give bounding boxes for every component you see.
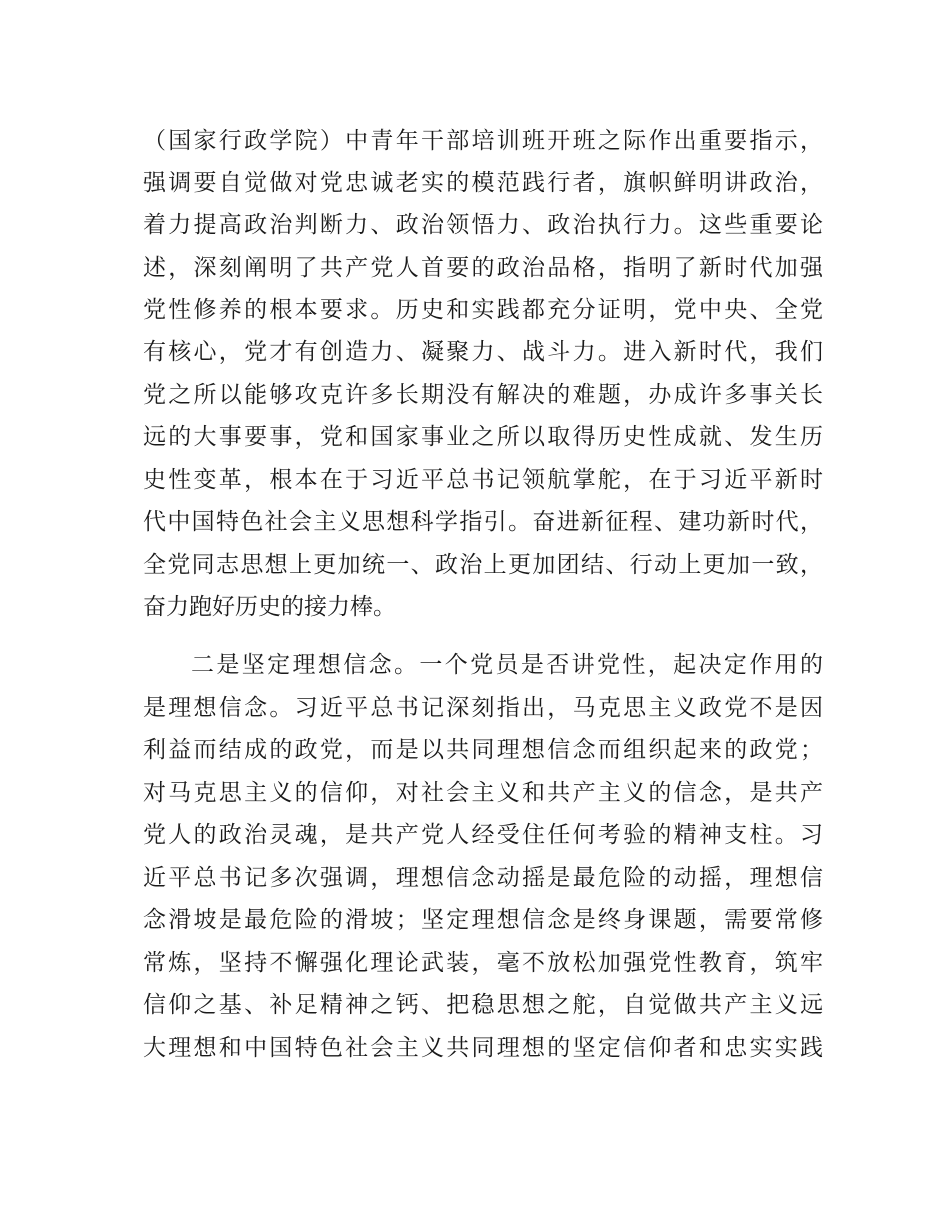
text-line: 党性修养的根本要求。历史和实践都充分证明，党中央、全党 xyxy=(143,297,823,323)
text-line: 党人的政治灵魂，是共产党人经受住任何考验的精神支柱。习 xyxy=(143,822,823,848)
text-line: 史性变革，根本在于习近平总书记领航掌舵，在于习近平新时 xyxy=(143,467,823,493)
text-line: 常炼，坚持不懈强化理论武装，毫不放松加强党性教育，筑牢 xyxy=(143,950,823,976)
text-line: 全党同志思想上更加统一、政治上更加团结、行动上更加一致， xyxy=(143,552,823,578)
text-line: （国家行政学院）中青年干部培训班开班之际作出重要指示， xyxy=(143,128,823,154)
text-line: 信仰之基、补足精神之钙、把稳思想之舵，自觉做共产主义远 xyxy=(143,992,823,1018)
text-line: 念滑坡是最危险的滑坡；坚定理想信念是终身课题，需要常修 xyxy=(143,907,823,933)
text-line: 远的大事要事，党和国家事业之所以取得历史性成就、发生历 xyxy=(143,424,823,450)
paragraph-first-line: 二是坚定理想信念。一个党员是否讲党性，起决定作用的 xyxy=(191,652,823,678)
text-line: 奋力跑好历史的接力棒。 xyxy=(143,594,396,620)
text-line: 对马克思主义的信仰，对社会主义和共产主义的信念，是共产 xyxy=(143,780,823,806)
text-line: 近平总书记多次强调，理想信念动摇是最危险的动摇，理想信 xyxy=(143,865,823,891)
text-line: 述，深刻阐明了共产党人首要的政治品格，指明了新时代加强 xyxy=(143,255,823,281)
text-line: 强调要自觉做对党忠诚老实的模范践行者，旗帜鲜明讲政治， xyxy=(143,170,823,196)
text-line: 着力提高政治判断力、政治领悟力、政治执行力。这些重要论 xyxy=(143,212,823,238)
text-line: 大理想和中国特色社会主义共同理想的坚定信仰者和忠实实践 xyxy=(143,1035,823,1061)
text-line: 是理想信念。习近平总书记深刻指出，马克思主义政党不是因 xyxy=(143,695,823,721)
text-line: 党之所以能够攻克许多长期没有解决的难题，办成许多事关长 xyxy=(143,382,823,408)
text-line: 利益而结成的政党，而是以共同理想信念而组织起来的政党； xyxy=(143,737,823,763)
text-line: 有核心，党才有创造力、凝聚力、战斗力。进入新时代，我们 xyxy=(143,339,823,365)
text-line: 代中国特色社会主义思想科学指引。奋进新征程、建功新时代， xyxy=(143,509,823,535)
